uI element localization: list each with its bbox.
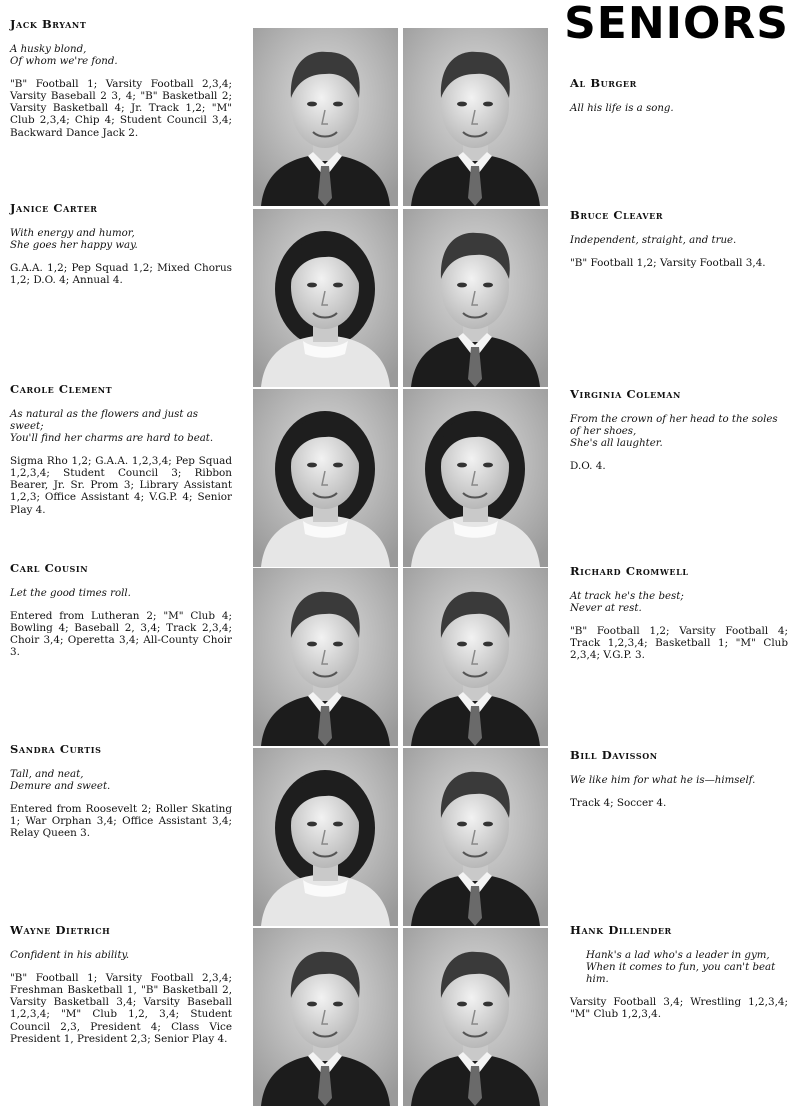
senior-quote: [10, 588, 232, 600]
quote-line: Tall, and neat,: [10, 768, 84, 780]
senior-activities: G.A.A. 1,2; Pep Squad 1,2; Mixed Chorus 1,2; D.O. 4; Annual 4.: [10, 261, 232, 286]
quote-line: Hank's a lad who's a leader in gym,: [586, 949, 770, 961]
senior-activities: Entered from Lutheran 2; "M" Club 4; Bowling 4; Baseball 2, 3,4; Track 2,3,4; Choir 3,4; Operetta 3,4; All-County Choir 3.: [10, 609, 232, 659]
senior-entry: [10, 924, 232, 1045]
quote-line: When it comes to fun, you can't beat him.: [586, 961, 776, 985]
senior-portrait: [253, 928, 398, 1106]
senior-portrait: [253, 389, 398, 567]
senior-quote: [10, 950, 232, 962]
quote-line: As natural as the flowers and just as sweet;: [10, 408, 199, 432]
senior-name: Sandra Curtis: [10, 742, 102, 756]
quote-line: You'll find her charms are hard to beat.: [10, 432, 214, 444]
senior-entry: [570, 209, 788, 269]
quote-line: Demure and sweet.: [10, 780, 111, 792]
quote-line: All his life is a song.: [570, 102, 674, 114]
quote-line: She goes her happy way.: [10, 239, 138, 251]
senior-quote: [570, 414, 788, 450]
senior-name: Virginia Coleman: [570, 387, 681, 401]
quote-line: Of whom we're fond.: [10, 55, 118, 67]
senior-name: Bruce Cleaver: [570, 208, 664, 222]
senior-portrait: [403, 209, 548, 387]
senior-quote: [10, 228, 232, 252]
senior-quote: [10, 409, 232, 445]
senior-portrait: [403, 748, 548, 926]
senior-quote: [570, 775, 788, 787]
senior-quote: [570, 235, 788, 247]
senior-entry: [10, 383, 232, 516]
senior-portrait: [253, 748, 398, 926]
senior-activities: Sigma Rho 1,2; G.A.A. 1,2,3,4; Pep Squad 1,2,3,4; Student Council 3; Ribbon Bearer, Jr. Sr. Prom 3; Library Assistant 1,2,3; Office Assistant 4; V.G.P. 4; Senior Play 4.: [10, 454, 232, 516]
quote-line: A husky blond,: [10, 43, 87, 55]
senior-entry: [570, 565, 788, 661]
senior-name: Janice Carter: [10, 201, 98, 215]
senior-quote: [570, 950, 788, 986]
senior-portrait: [253, 209, 398, 387]
senior-activities: D.O. 4.: [570, 459, 606, 472]
senior-portrait: [403, 928, 548, 1106]
senior-quote: [10, 44, 232, 68]
senior-activities: "B" Football 1; Varsity Football 2,3,4; Varsity Baseball 2 3, 4; "B" Basketball 2; Varsity Basketball 4; Jr. Track 1,2; "M" Club 2,3,4; Chip 4; Student Council 3,4; Backward Dance Jack 2.: [10, 77, 232, 139]
senior-activities: Varsity Football 3,4; Wrestling 1,2,3,4; "M" Club 1,2,3,4.: [570, 995, 788, 1020]
senior-portrait: [253, 568, 398, 746]
quote-line: From the crown of her head to the soles of her shoes,: [570, 413, 778, 437]
quote-line: We like him for what he is—himself.: [570, 774, 756, 786]
quote-line: At track he's the best;: [570, 590, 684, 602]
senior-entry: [10, 18, 232, 139]
senior-entry: [10, 202, 232, 286]
senior-entry: [570, 388, 788, 472]
senior-name: Richard Cromwell: [570, 564, 689, 578]
senior-name: Carole Clement: [10, 382, 113, 396]
senior-entry: [570, 924, 788, 1020]
senior-activities: Entered from Roosevelt 2; Roller Skating 1; War Orphan 3,4; Office Assistant 3,4; Relay Queen 3.: [10, 802, 232, 840]
quote-line: Let the good times roll.: [10, 587, 131, 599]
senior-name: Bill Davisson: [570, 748, 658, 762]
senior-portrait: [253, 28, 398, 206]
senior-quote: [570, 103, 788, 115]
senior-entry: [10, 743, 232, 839]
senior-name: Hank Dillender: [570, 923, 672, 937]
senior-portrait: [403, 568, 548, 746]
senior-name: Wayne Dietrich: [10, 923, 111, 937]
senior-entry: [570, 77, 788, 125]
senior-activities: "B" Football 1,2; Varsity Football 4; Track 1,2,3,4; Basketball 1; "M" Club 2,3,4; V.G.P. 3.: [570, 624, 788, 662]
quote-line: She's all laughter.: [570, 437, 663, 449]
senior-entry: [570, 749, 788, 809]
senior-name: Al Burger: [570, 76, 637, 90]
senior-activities: "B" Football 1,2; Varsity Football 3,4.: [570, 256, 766, 269]
page-title: SENIORS: [564, 0, 789, 49]
senior-quote: [570, 591, 788, 615]
quote-line: Independent, straight, and true.: [570, 234, 737, 246]
quote-line: With energy and humor,: [10, 227, 135, 239]
senior-portrait: [403, 28, 548, 206]
senior-entry: [10, 562, 232, 659]
senior-activities: "B" Football 1; Varsity Football 2,3,4; Freshman Basketball 1, "B" Basketball 2, Varsity Basketball 3,4; Varsity Baseball 1,2,3,4; "M" Club 1,2, 3,4; Student Council 2,3, President 4; Class Vice President 1, President 2,3; Senior Play 4.: [10, 971, 232, 1045]
senior-quote: [10, 769, 232, 793]
senior-name: Carl Cousin: [10, 561, 89, 575]
senior-activities: Track 4; Soccer 4.: [570, 796, 667, 809]
senior-name: Jack Bryant: [10, 17, 87, 31]
quote-line: Never at rest.: [570, 602, 642, 614]
quote-line: Confident in his ability.: [10, 949, 130, 961]
senior-portrait: [403, 389, 548, 567]
